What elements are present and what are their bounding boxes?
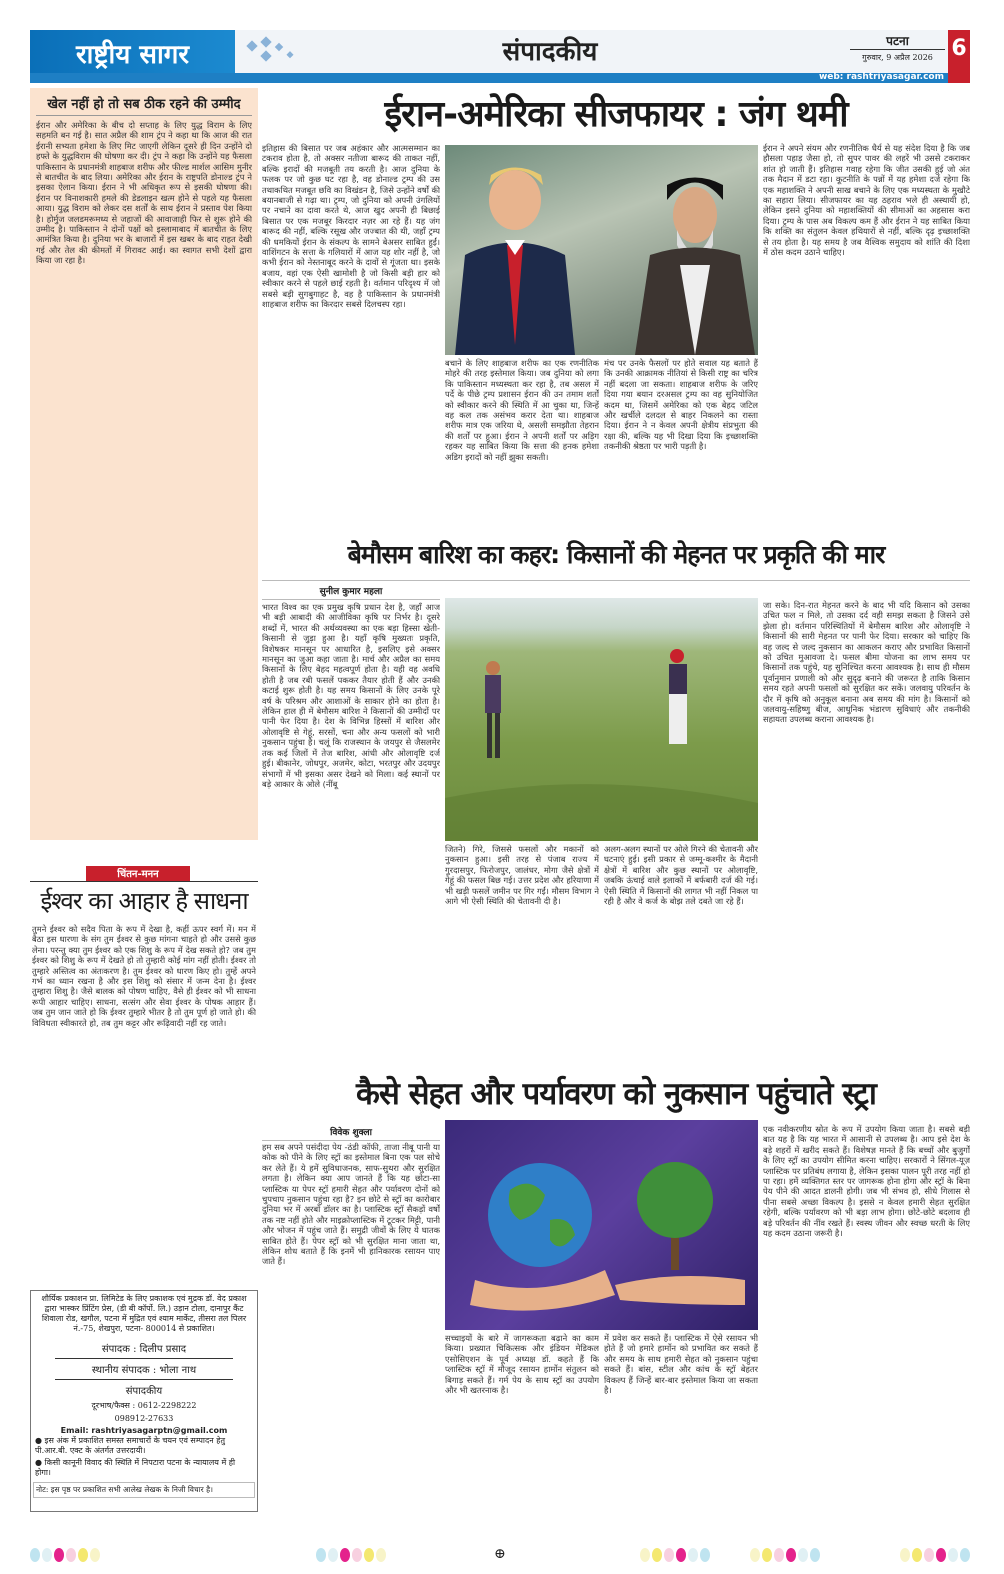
imprint-mobile: 098912-27633 (114, 1414, 174, 1423)
article3-headline: कैसे सेहत और पर्यावरण को नुकसान पहुंचाते स्ट्रा (356, 1076, 876, 1112)
article1-col4: ईरान ने अपने संयम और रणनीतिक धैर्य से यह संदेश दिया है कि जब हौसला पहाड़ जैसा हो, तो सुपर पावर की लहरें भी उससे टकराकर शांत हो जाती हैं। इतिहास गवाह रहेगा कि जीत उसकी हुई जो अंत तक मैदान में डटा रहा। कूटनीति के पन्नों में यह हमेशा दर्ज रहेगा कि एक महाशक्ति ने अपनी साख बचाने के लिए एक मध्यस्थता के मुखौटे का सहारा लिया। सीजफायर का यह ठहराव भले ही अस्थायी हो, लेकिन इसने दुनिया को महाशक्तियों की सीमाओं का अहसास करा दिया। ट्रम्प के पास अब विकल्प कम हैं और ईरान ने यह साबित किया कि शक्ति का संतुलन केवल हथियारों से नहीं, बल्कि दृढ़ इच्छाशक्ति से तय होता है। यह समय है जब वैश्विक समुदाय को शांति की दिशा में ठोस कदम उठाने चाहिए। (763, 143, 970, 258)
crosshair-registration-icon: ⊕ (494, 1546, 506, 1562)
article2-col4: जा सके। दिन-रात मेहनत करने के बाद भी यदि किसान को उसका उचित फल न मिले, तो उसका दर्द वही समझ सकता है जिसने उसे झेला हो। वर्तमान परिस्थितियों में बेमौसम बारिश और ओलावृष्टि ने किसानों की सारी मेहनत पर पानी फेर दिया। सरकार को चाहिए कि वह जल्द से जल्द नुकसान का आकलन कराए और प्रभावित किसानों को उचित मुआवजा दे। फसल बीमा योजना का लाभ समय पर किसानों तक पहुंचे, यह सुनिश्चित करना आवश्यक है। साथ ही मौसम पूर्वानुमान प्रणाली को और सुदृढ़ बनाने की जरूरत है ताकि किसान समय रहते अपनी फसलों को सुरक्षित कर सकें। जलवायु परिवर्तन के दौर में कृषि को अनुकूल बनाना अब समय की मांग है। किसानों को जलवायु-सहिष्णु बीज, आधुनिक भंडारण सुविधाएं और तकनीकी सहायता उपलब्ध कराना आवश्यक है। (763, 600, 970, 725)
section-title: संपादकीय (502, 37, 598, 67)
article2-photo (445, 598, 758, 841)
sidebar-article (30, 88, 258, 840)
color-registration-marks (900, 1548, 970, 1562)
color-registration-marks (750, 1548, 820, 1562)
farmers-field-icon (445, 598, 758, 841)
chintan-headline: ईश्वर का आहार है साधना (40, 887, 248, 915)
color-registration-marks (30, 1548, 100, 1562)
divider (30, 881, 258, 882)
header-strip (30, 73, 948, 83)
imprint-box (30, 1290, 258, 1512)
sidebar-body: ईरान और अमेरिका के बीच दो सप्ताह के लिए युद्ध विराम के लिए सहमति बन गई है। सात अप्रैल की शाम ट्रंप ने कहा था कि आज की रात ईरानी सभ्यता हमेशा के लिए मिट जाएगी लेकिन दूसरे ही दिन उन्होंने दो हफ्ते के युद्धविराम की घोषणा कर दी। ट्रंप ने कहा कि उन्होंने यह फैसला पाकिस्तान के प्रधानमंत्री शाहबाज शरीफ और फील्ड मार्शल आसिम मुनीर से बातचीत के बाद लिया। अमेरिका और ईरान के राष्ट्रपति डोनाल्ड ट्रंप ने इसका ऐलान किया। ईरान ने भी अधिकृत रूप से इसकी घोषणा की। ईरान पर विनाशकारी हमले की डेडलाइन खत्म होने से पहले यह फैसला आया। युद्ध विराम को लेकर दस शर्तों के साथ ईरान ने प्रस्ताव पेश किया है। होर्मुज जलडमरूमध्य से जहाजों की आवाजाही फिर से शुरू होने की उम्मीद है। पाकिस्तान ने दोनों पक्षों को इस्लामाबाद में बातचीत के लिए आमंत्रित किया है। दुनिया भर के बाजारों में इस खबर के बाद राहत देखी गई और तेल की कीमतों में गिरावट आई। का स्वागत सभी देशों द्वारा किया जा रहा है। (36, 120, 252, 266)
imprint-note-1: ● इस अंक में प्रकाशित समस्त समाचारों के चयन एवं सम्पादन हेतु पी.आर.बी. एक्ट के अंतर्गत उत्तरदायी। (35, 1436, 226, 1455)
newspaper-logo: राष्ट्रीय सागर (30, 30, 235, 75)
article1-col3: मंच पर उनके फैसलों पर होते सवाल यह बताते हैं कि उनकी आक्रामक नीतियां से किसी राष्ट्र का चरित्र नहीं बदला जा सकता। शाहबाज शरीफ के जरिए दिया गया बयान दरअसल ट्रम्प का वह सुनियोजित कदम था, जिसमें अमेरिका को एक बेहद जटिल और खर्चीले दलदल से बाहर निकलने का रास्ता दिया। ईरान ने न केवल अपनी क्षेत्रीय संप्रभुता की रक्षा की, बल्कि यह भी दिखा दिया कि इच्छाशक्ति तकनीकी श्रेष्ठता पर भारी पड़ती है। (604, 358, 758, 452)
article1-col2: बचाने के लिए शाहबाज शरीफ का एक रणनीतिक मोहरे की तरह इस्तेमाल किया। जब दुनिया को लगा कि पाकिस्तान मध्यस्थता कर रहा है, तब असल में पर्दे के पीछे ट्रम्प प्रशासन ईरान की उन तमाम शर्तों को स्वीकार करने की स्थिति में आ चुका था, जिन्हें वह कल तक असंभव करार देता था। शाहबाज शरीफ मात्र एक जरिया थे, असली समझौता तेहरान की शर्तों पर हुआ। ईरान ने अपनी शर्तों पर अड़िग रहकर यह साबित किया कि सत्ता की हनक हमेशा अडिग इरादों को नहीं झुका सकती। (445, 358, 599, 462)
article2-byline: सुनील कुमार महला (262, 584, 440, 600)
page-number: 6 (948, 30, 970, 83)
article2-col1: भारत विश्व का एक प्रमुख कृषि प्रधान देश है, जहाँ आज भी बड़ी आबादी की आजीविका कृषि पर निर्भर है। दूसरे शब्दों में, भारत की अर्थव्यवस्था का एक बड़ा हिस्सा खेती-किसानी से जुड़ा हुआ है। यहाँ कृषि मुख्यतः प्रकृति, विशेषकर मानसून पर आधारित है, इसलिए इसे अक्सर मानसून का जुआ कहा जाता है। मार्च और अप्रैल का समय किसानों के लिए बेहद महत्वपूर्ण होता है। यही वह अवधि होती है जब रबी फसलें पककर तैयार होती हैं और उनकी कटाई शुरू होती है। यह समय किसानों के लिए उनके पूरे वर्ष के परिश्रम और आशाओं के साकार होने का होता है। लेकिन हाल ही में बेमौसम बारिश ने किसानों की उम्मीदों पर पानी फेर दिया है। देश के विभिन्न हिस्सों में बारिश और ओलावृष्टि से गेहूं, सरसों, चना और अन्य फसलों को भारी नुकसान पहुंचा है। चलूं कि राजस्थान के जयपुर से जैसलमेर तक कई जिलों में तेज बारिश, आंधी और ओलावृष्टि दर्ज हुई। बीकानेर, जोधपुर, अजमेर, कोटा, भरतपुर और उदयपुर संभागों में भी इसका असर देखने को मिला। कई स्थानों पर बड़े आकार के ओले (नींबू (262, 602, 440, 789)
earth-hands-icon (445, 1120, 758, 1330)
article3-col3: में प्रवेश कर सकते हैं। प्लास्टिक में ऐसे रसायन भी होते हैं जो हमारे हार्मोन को प्रभावित कर सकते हैं और समय के साथ हमारी सेहत को नुकसान पहुंचा सकते हैं। बांस, स्टील और कांच के स्ट्रॉ बेहतर विकल्प हैं जिन्हें बार-बार इस्तेमाल किया जा सकता है। (604, 1333, 758, 1396)
imprint-editor: संपादक : दिलीप प्रसाद (55, 1341, 233, 1359)
article3-col2: सच्चाइयों के बारे में जागरूकता बढ़ाने का काम किया। प्रख्यात चिकित्सक और इंडियन मेडिकल एसोसिएशन के पूर्व अध्यक्ष डॉ. कहते हैं कि प्लास्टिक स्ट्रॉ में मौजूद रसायन हार्मोन संतुलन को बिगाड़ सकते हैं। गर्म पेय के साथ स्ट्रॉ का उपयोग और भी खतरनाक है। (445, 1333, 599, 1396)
article3-photo (445, 1120, 758, 1330)
color-registration-marks (640, 1548, 710, 1562)
article3-byline: विवेक शुक्ला (262, 1125, 440, 1141)
website-link[interactable]: web: rashtriyasagar.com (818, 72, 944, 82)
edition-date: गुरुवार, 9 अप्रैल 2026 (862, 53, 933, 62)
leaders-photo-icon (445, 145, 758, 355)
imprint-footnote: नोट: इस पृष्ठ पर प्रकाशित सभी आलेख लेखक के निजी विचार है। (33, 1482, 255, 1498)
article1-col1: इतिहास की बिसात पर जब अहंकार और आत्मसम्मान का टकराव होता है, तो अक्सर नतीजा बारूद की ताकत नहीं, बल्कि इरादों की मजबूती तय करती है। आज दुनिया के फलक पर जो कुछ घट रहा है, वह डोनाल्ड ट्रम्प की उस तथाकथित मजबूत छवि का विखंडन है, जिसे उन्होंने वर्षों की बयानबाजी से गढ़ा था। ट्रम्प, जो दुनिया को अपनी उंगलियों पर नचाने का दावा करते थे, आज खुद अपनी ही बिछाई बिसात पर एक मजबूर किरदार नज़र आ रहे हैं। यह जंग बारूद की नहीं, बल्कि रसूख और जज्बात की थी, जहाँ ट्रम्प की धमकियों ईरान के संकल्प के सामने बेअसर साबित हुईं। वाशिंगटन के सत्ता के गलियारों में आज यह शोर नहीं है, जो कभी ईरान को नेस्तनाबूद करने के दावों से गूंजता था। इसके बजाय, वहां एक ऐसी खामोशी है जो किसी बड़ी हार को स्वीकार करने से पहले छाई रहती है। वर्तमान परिदृश्य में जो सबसे बड़ी सुगबुगाहट है, वह है पाकिस्तान के प्रधानमंत्री शाहबाज शरीफ का किरदार सबसे दिलचस्प रहा। (262, 143, 440, 310)
color-registration-marks (316, 1548, 386, 1562)
article2-headline: बेमौसम बारिश का कहर: किसानों की मेहनत पर प्रकृति की मार (347, 540, 885, 569)
imprint-publisher: शौर्यिक प्रकाशन प्रा. लिमिटेड के लिए प्रकाशक एवं मुद्रक डॉ. वेद प्रकाश द्वारा भास्कर प्रिंटिंग प्रेस, (डी बी कॉर्पो. लि.) उड़ान टोला, दानापुर कैंट शिवाला रोड, खगौल, पटना में मुद्रित एवं श्याम मार्केट, तीसरा तल पिलर नं.-75, शेखपुरा, पटना- 800014 से प्रकाशित। (41, 1294, 247, 1333)
article3-col4: एक नवीकरणीय स्रोत के रूप में उपयोग किया जाता है। सबसे बड़ी बात यह है कि यह भारत में आसानी से उपलब्ध है। आप इसे देश के बड़े शहरों में खरीद सकते हैं। विशेषज्ञ मानते हैं कि बच्चों और बुजुर्गों के लिए स्ट्रॉ का उपयोग सीमित करना चाहिए। सरकारों ने सिंगल-यूज़ प्लास्टिक पर प्रतिबंध लगाया है, लेकिन इसका पालन पूरी तरह नहीं हो पा रहा। हमें व्यक्तिगत स्तर पर जागरूक होना होगा और स्ट्रॉ के बिना पेय पीने की आदत डालनी होगी। जब भी संभव हो, सीधे गिलास से पीना सबसे अच्छा विकल्प है। इससे न केवल हमारी सेहत सुरक्षित रहेगी, बल्कि पर्यावरण को भी बड़ा लाभ होगा। छोटे-छोटे बदलाव ही बड़े परिवर्तन की नींव रखते हैं। स्वस्थ जीवन और स्वच्छ धरती के लिए यह कदम उठाना जरूरी है। (763, 1124, 970, 1239)
article2-col3: अलग-अलग स्थानों पर ओले गिरने की चेतावनी और घटनाएं हुई। इसी प्रकार से जम्मू-कश्मीर के मैदानी क्षेत्रों में बारिश और कुछ स्थानों पर ओलावृष्टि, जबकि ऊंचाई वाले इलाकों में बर्फबारी दर्ज की गई। ऐसी स्थिति में किसानों की लागत भी नहीं निकल पा रही है और वे कर्ज के बोझ तले दबते जा रहे हैं। (604, 844, 758, 907)
imprint-local-editor: स्थानीय संपादक : भोला नाथ (55, 1362, 233, 1380)
decorative-diamonds-icon (238, 34, 318, 70)
edition-city: पटना (850, 32, 945, 50)
article3-col1: हम सब अपने पसंदीदा पेय -ठंडी कॉफी, ताजा नीबू पानी या कोक को पीने के लिए स्ट्रॉ का इस्तेमाल बिना एक पल सोचे कर लेते हैं। ये हमें सुविधाजनक, साफ-सुथरा और सुरक्षित लगता है। लेकिन क्या आप जानते हैं कि यह छोटा-सा प्लास्टिक या पेपर स्ट्रॉ हमारी सेहत और पर्यावरण दोनों को चुपचाप नुकसान पहुंचा रहा है? इन छोटे से स्ट्रॉ का कारोबार दुनिया भर में अरबों डॉलर का है। प्लास्टिक स्ट्रॉ सैकड़ों वर्षों तक नष्ट नहीं होते और माइक्रोप्लास्टिक में टूटकर मिट्टी, पानी और भोजन में पहुंच जाते हैं। समुद्री जीवों के लिए ये घातक साबित होते हैं। पेपर स्ट्रॉ को भी सुरक्षित माना जाता था, लेकिन शोध बताते हैं कि इनमें भी हानिकारक रसायन पाए जाते हैं। (262, 1142, 440, 1267)
article1-headline: ईरान-अमेरिका सीजफायर : जंग थमी (384, 94, 848, 135)
article1-photo (445, 145, 758, 355)
sidebar-headline: खेल नहीं हो तो सब ठीक रहने की उम्मीद (36, 92, 252, 116)
imprint-phone: दूरभाष/फैक्स : 0612-2298222 (91, 1401, 197, 1410)
chintan-body: तुमने ईश्वर को सदैव पिता के रूप में देखा है, कहीं ऊपर स्वर्ग में। मन में बैठा इस धारणा के संग तुम ईश्वर से कुछ मांगना चाहते हो और उससे कुछ लेना। परन्तु क्या तुम ईश्वर को एक शिशु के रूप में देख सकते हो? जब तुम ईश्वर को शिशु के रूप में देखते हो तो तुम्हारी कोई मांग नहीं होती। ईश्वर तो तुम्हारे अस्तित्व का अंतःकरण है। तुम ईश्वर को धारण किए हो। तुम्हें अपने गर्भ का ध्यान रखना है और इस शिशु को संसार में जन्म देना है। ईश्वर तुम्हारा शिशु है। जैसे बालक को पोषण चाहिए, वैसे ही ईश्वर को भी साधना रूपी आहार चाहिए। साधना, सत्संग और सेवा ईश्वर के पोषक आहार हैं। जब तुम जान जाते हो कि ईश्वर तुम्हारे भीतर है तो तुम पूर्ण हो जाते हो। की विविधता स्वीकारते हो, तब तुम कट्टर और रूढ़िवादी नहीं रह जाते। (32, 924, 256, 1028)
divider (262, 580, 970, 581)
imprint-email[interactable]: Email: rashtriyasagarptn@gmail.com (60, 1426, 228, 1435)
imprint-dept: संपादकीय (125, 1386, 163, 1397)
chintan-label: चिंतन-मनन (86, 866, 190, 881)
imprint-note-2: ● किसी कानूनी विवाद की स्थिति में निपटारा पटना के न्यायालय में ही होगा। (35, 1458, 236, 1477)
article2-col2: जितने) गिरे, जिससे फसलों और मकानों को नुकसान हुआ। इसी तरह से पंजाब राज्य में गुरदासपुर, फिरोजपुर, जालंधर, मोगा जैसे क्षेत्रों में गेहूं की फसल बिछ गई। उत्तर प्रदेश और हरियाणा में भी खड़ी फसलें जमीन पर गिर गईं। मौसम विभाग ने आगे भी ऐसी स्थिति की चेतावनी दी है। (445, 844, 599, 907)
